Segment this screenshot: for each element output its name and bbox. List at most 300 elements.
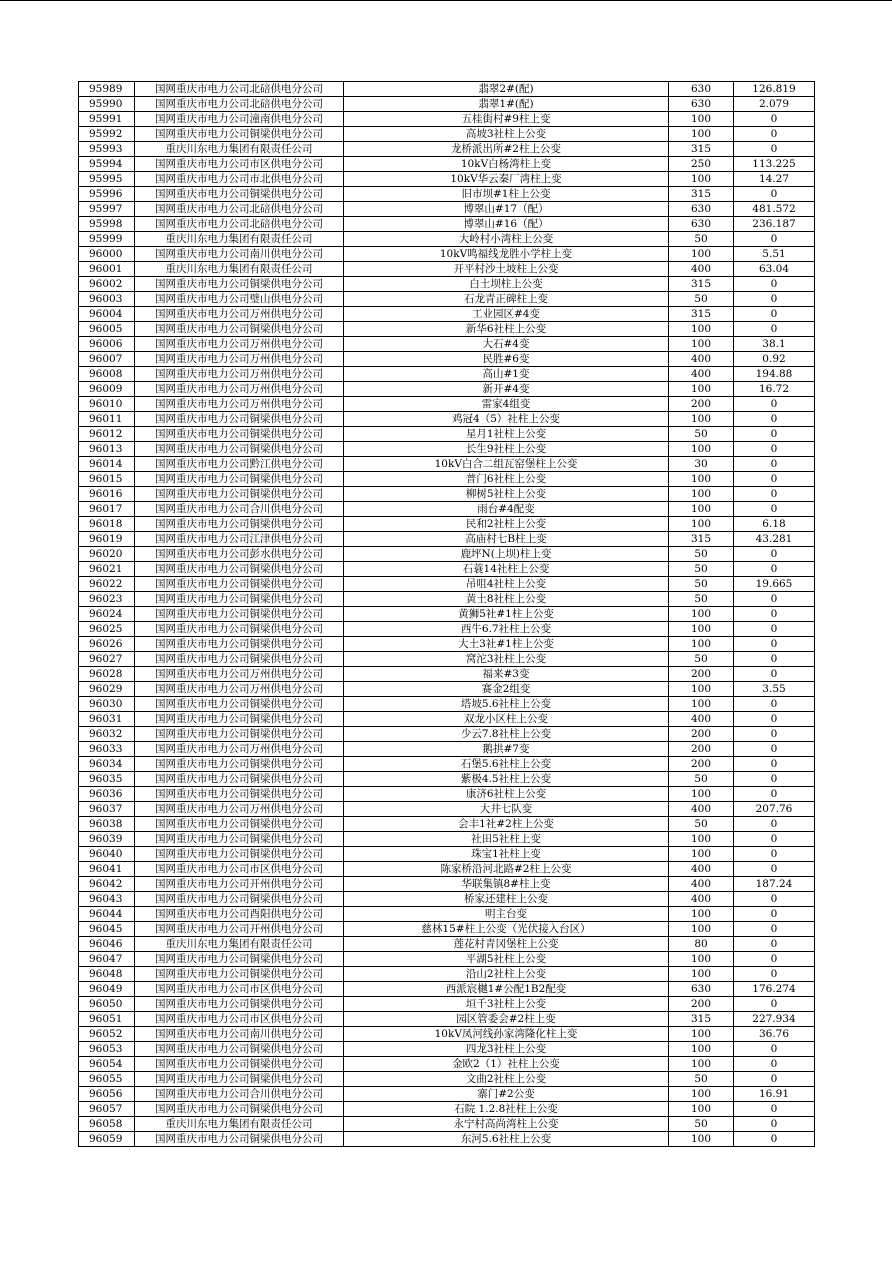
cell-company: 国网重庆市电力公司市北供电分公司 <box>135 172 344 187</box>
table-row <box>79 832 815 847</box>
cell-capacity: 100 <box>669 412 734 427</box>
cell-capacity: 400 <box>669 862 734 877</box>
cell-company: 重庆川东电力集团有限责任公司 <box>135 1117 344 1132</box>
cell-id: 96045 <box>79 922 135 937</box>
cell-company: 国网重庆市电力公司铜梁供电分公司 <box>135 487 344 502</box>
cell-transformer: 石蓑14社柱上公变 <box>344 562 669 577</box>
cell-value: 0 <box>734 637 815 652</box>
cell-value: 481.572 <box>734 202 815 217</box>
cell-value: 0 <box>734 442 815 457</box>
cell-id: 95993 <box>79 142 135 157</box>
cell-transformer: 石堡5.6社柱上公变 <box>344 757 669 772</box>
cell-company: 国网重庆市电力公司南川供电分公司 <box>135 1027 344 1042</box>
cell-value: 0 <box>734 427 815 442</box>
cell-value: 194.88 <box>734 367 815 382</box>
cell-company: 国网重庆市电力公司铜梁供电分公司 <box>135 517 344 532</box>
cell-value: 0 <box>734 652 815 667</box>
cell-transformer: 柳树5社柱上公变 <box>344 487 669 502</box>
cell-transformer: 石龙青正碑柱上变 <box>344 292 669 307</box>
cell-id: 96005 <box>79 322 135 337</box>
table-row <box>79 352 815 367</box>
cell-capacity: 200 <box>669 757 734 772</box>
cell-value: 36.76 <box>734 1027 815 1042</box>
cell-transformer: 高坡3社柱上公变 <box>344 127 669 142</box>
cell-id: 96052 <box>79 1027 135 1042</box>
cell-value: 0 <box>734 892 815 907</box>
cell-id: 96011 <box>79 412 135 427</box>
cell-id: 96030 <box>79 697 135 712</box>
cell-company: 国网重庆市电力公司铜梁供电分公司 <box>135 952 344 967</box>
cell-id: 95990 <box>79 97 135 112</box>
table-row <box>79 382 815 397</box>
cell-capacity: 100 <box>669 832 734 847</box>
cell-company: 国网重庆市电力公司酉阳供电分公司 <box>135 907 344 922</box>
cell-id: 95999 <box>79 232 135 247</box>
cell-value: 0 <box>734 472 815 487</box>
cell-transformer: 高山#1变 <box>344 367 669 382</box>
cell-company: 重庆川东电力集团有限责任公司 <box>135 262 344 277</box>
cell-id: 95998 <box>79 217 135 232</box>
cell-transformer: 垣千3社柱上公变 <box>344 997 669 1012</box>
cell-value: 0 <box>734 1102 815 1117</box>
cell-id: 96044 <box>79 907 135 922</box>
table-row <box>79 172 815 187</box>
cell-transformer: 龙桥派出所#2柱上公变 <box>344 142 669 157</box>
cell-company: 国网重庆市电力公司铜梁供电分公司 <box>135 997 344 1012</box>
cell-value: 0 <box>734 787 815 802</box>
cell-transformer: 鸡冠4（5）社柱上公变 <box>344 412 669 427</box>
cell-company: 国网重庆市电力公司铜梁供电分公司 <box>135 832 344 847</box>
cell-id: 96019 <box>79 532 135 547</box>
table-row <box>79 1132 815 1147</box>
cell-value: 0 <box>734 562 815 577</box>
table-row <box>79 292 815 307</box>
cell-value: 0 <box>734 187 815 202</box>
cell-value: 0 <box>734 862 815 877</box>
cell-value: 0 <box>734 487 815 502</box>
table-row <box>79 997 815 1012</box>
cell-transformer: 工业园区#4变 <box>344 307 669 322</box>
cell-value: 0 <box>734 112 815 127</box>
cell-capacity: 315 <box>669 1012 734 1027</box>
cell-company: 国网重庆市电力公司铜梁供电分公司 <box>135 712 344 727</box>
cell-value: 0 <box>734 1057 815 1072</box>
cell-id: 96047 <box>79 952 135 967</box>
cell-value: 0 <box>734 967 815 982</box>
cell-transformer: 星月1社柱上公变 <box>344 427 669 442</box>
cell-id: 96017 <box>79 502 135 517</box>
table-row <box>79 322 815 337</box>
cell-company: 国网重庆市电力公司铜梁供电分公司 <box>135 577 344 592</box>
cell-company: 国网重庆市电力公司万州供电分公司 <box>135 742 344 757</box>
table-row <box>79 967 815 982</box>
cell-company: 国网重庆市电力公司江津供电分公司 <box>135 532 344 547</box>
table-row <box>79 952 815 967</box>
cell-transformer: 翡翠1#(配) <box>344 97 669 112</box>
cell-value: 19.665 <box>734 577 815 592</box>
cell-capacity: 80 <box>669 937 734 952</box>
table-row <box>79 787 815 802</box>
cell-id: 96036 <box>79 787 135 802</box>
cell-transformer: 10kV凤河线孙家湾隆化柱上变 <box>344 1027 669 1042</box>
cell-transformer: 博翠山#16（配） <box>344 217 669 232</box>
cell-transformer: 紫极4.5社柱上公变 <box>344 772 669 787</box>
cell-value: 207.76 <box>734 802 815 817</box>
cell-value: 0 <box>734 592 815 607</box>
cell-id: 96027 <box>79 652 135 667</box>
cell-value: 16.91 <box>734 1087 815 1102</box>
cell-capacity: 100 <box>669 337 734 352</box>
cell-capacity: 630 <box>669 202 734 217</box>
table-row <box>79 1072 815 1087</box>
cell-capacity: 100 <box>669 967 734 982</box>
cell-transformer: 陈家桥沿河北路#2柱上公变 <box>344 862 669 877</box>
cell-id: 96041 <box>79 862 135 877</box>
cell-capacity: 100 <box>669 517 734 532</box>
cell-company: 国网重庆市电力公司铜梁供电分公司 <box>135 637 344 652</box>
cell-capacity: 200 <box>669 997 734 1012</box>
cell-id: 96009 <box>79 382 135 397</box>
cell-capacity: 100 <box>669 487 734 502</box>
table-row <box>79 607 815 622</box>
cell-id: 96035 <box>79 772 135 787</box>
cell-value: 187.24 <box>734 877 815 892</box>
cell-id: 96058 <box>79 1117 135 1132</box>
cell-company: 国网重庆市电力公司合川供电分公司 <box>135 1087 344 1102</box>
table-row <box>79 652 815 667</box>
cell-capacity: 250 <box>669 157 734 172</box>
cell-company: 国网重庆市电力公司市区供电分公司 <box>135 982 344 997</box>
cell-capacity: 30 <box>669 457 734 472</box>
cell-transformer: 金欧2（1）社柱上公变 <box>344 1057 669 1072</box>
table-row <box>79 877 815 892</box>
cell-capacity: 50 <box>669 292 734 307</box>
cell-company: 国网重庆市电力公司铜梁供电分公司 <box>135 817 344 832</box>
cell-transformer: 10kV白杨湾柱上变 <box>344 157 669 172</box>
cell-company: 重庆川东电力集团有限责任公司 <box>135 142 344 157</box>
cell-company: 国网重庆市电力公司铜梁供电分公司 <box>135 472 344 487</box>
table-row <box>79 742 815 757</box>
cell-capacity: 100 <box>669 1027 734 1042</box>
cell-transformer: 新华6社柱上公变 <box>344 322 669 337</box>
cell-transformer: 康济6社柱上公变 <box>344 787 669 802</box>
cell-id: 96046 <box>79 937 135 952</box>
cell-company: 国网重庆市电力公司铜梁供电分公司 <box>135 772 344 787</box>
cell-company: 国网重庆市电力公司铜梁供电分公司 <box>135 592 344 607</box>
cell-transformer: 石院 1.2.8社柱上公变 <box>344 1102 669 1117</box>
table-row <box>79 1042 815 1057</box>
table-row <box>79 922 815 937</box>
cell-value: 3.55 <box>734 682 815 697</box>
table-row <box>79 367 815 382</box>
cell-transformer: 旧市坝#1柱上公变 <box>344 187 669 202</box>
table-row <box>79 337 815 352</box>
cell-transformer: 塔坡5.6社柱上公变 <box>344 697 669 712</box>
cell-company: 国网重庆市电力公司万州供电分公司 <box>135 397 344 412</box>
cell-transformer: 高庙村七B柱上变 <box>344 532 669 547</box>
cell-capacity: 50 <box>669 592 734 607</box>
cell-value: 0 <box>734 232 815 247</box>
cell-value: 0 <box>734 142 815 157</box>
cell-transformer: 白土坝柱上公变 <box>344 277 669 292</box>
cell-value: 0 <box>734 832 815 847</box>
cell-capacity: 315 <box>669 187 734 202</box>
cell-capacity: 50 <box>669 652 734 667</box>
cell-id: 96007 <box>79 352 135 367</box>
table-row <box>79 97 815 112</box>
cell-value: 0 <box>734 1072 815 1087</box>
table-row <box>79 472 815 487</box>
cell-capacity: 100 <box>669 847 734 862</box>
cell-transformer: 长生9社柱上公变 <box>344 442 669 457</box>
cell-capacity: 200 <box>669 727 734 742</box>
cell-id: 96025 <box>79 622 135 637</box>
cell-capacity: 100 <box>669 322 734 337</box>
cell-transformer: 少云7.8社柱上公变 <box>344 727 669 742</box>
cell-value: 0.92 <box>734 352 815 367</box>
cell-value: 63.04 <box>734 262 815 277</box>
cell-transformer: 民胜#6变 <box>344 352 669 367</box>
table-row <box>79 682 815 697</box>
cell-value: 38.1 <box>734 337 815 352</box>
cell-company: 国网重庆市电力公司铜梁供电分公司 <box>135 322 344 337</box>
cell-value: 43.281 <box>734 532 815 547</box>
table-row <box>79 712 815 727</box>
cell-transformer: 会丰1社#2柱上公变 <box>344 817 669 832</box>
cell-capacity: 200 <box>669 742 734 757</box>
cell-capacity: 50 <box>669 1072 734 1087</box>
cell-value: 0 <box>734 277 815 292</box>
cell-id: 96053 <box>79 1042 135 1057</box>
cell-transformer: 民和2社柱上公变 <box>344 517 669 532</box>
cell-id: 95989 <box>79 82 135 97</box>
cell-value: 0 <box>734 772 815 787</box>
cell-company: 国网重庆市电力公司铜梁供电分公司 <box>135 187 344 202</box>
cell-company: 国网重庆市电力公司铜梁供电分公司 <box>135 1057 344 1072</box>
cell-company: 国网重庆市电力公司铜梁供电分公司 <box>135 277 344 292</box>
cell-value: 0 <box>734 847 815 862</box>
cell-capacity: 100 <box>669 472 734 487</box>
cell-capacity: 400 <box>669 712 734 727</box>
cell-id: 96022 <box>79 577 135 592</box>
cell-company: 国网重庆市电力公司铜梁供电分公司 <box>135 1072 344 1087</box>
table-row <box>79 262 815 277</box>
cell-value: 0 <box>734 502 815 517</box>
cell-capacity: 630 <box>669 217 734 232</box>
table-row <box>79 487 815 502</box>
table-row <box>79 562 815 577</box>
cell-transformer: 西派宸樾1#公配1B2配变 <box>344 982 669 997</box>
table-row <box>79 1102 815 1117</box>
cell-id: 95996 <box>79 187 135 202</box>
cell-capacity: 200 <box>669 397 734 412</box>
cell-company: 国网重庆市电力公司市区供电分公司 <box>135 862 344 877</box>
cell-id: 96014 <box>79 457 135 472</box>
cell-value: 0 <box>734 292 815 307</box>
table-row <box>79 697 815 712</box>
cell-value: 113.225 <box>734 157 815 172</box>
cell-company: 国网重庆市电力公司铜梁供电分公司 <box>135 622 344 637</box>
cell-id: 96039 <box>79 832 135 847</box>
cell-capacity: 50 <box>669 1117 734 1132</box>
cell-id: 96049 <box>79 982 135 997</box>
cell-value: 0 <box>734 907 815 922</box>
cell-transformer: 四龙3社柱上公变 <box>344 1042 669 1057</box>
cell-value: 236.187 <box>734 217 815 232</box>
cell-company: 国网重庆市电力公司万州供电分公司 <box>135 382 344 397</box>
table-row <box>79 202 815 217</box>
cell-capacity: 630 <box>669 82 734 97</box>
cell-company: 国网重庆市电力公司万州供电分公司 <box>135 307 344 322</box>
cell-transformer: 雷家4组变 <box>344 397 669 412</box>
cell-value: 0 <box>734 457 815 472</box>
cell-company: 国网重庆市电力公司北碚供电分公司 <box>135 217 344 232</box>
table-row <box>79 892 815 907</box>
table-row <box>79 187 815 202</box>
cell-id: 96055 <box>79 1072 135 1087</box>
table-row <box>79 1027 815 1042</box>
cell-capacity: 100 <box>669 382 734 397</box>
cell-transformer: 珠宝1社柱上变 <box>344 847 669 862</box>
cell-transformer: 10kV鸣福线龙胜小学柱上变 <box>344 247 669 262</box>
table-row <box>79 1012 815 1027</box>
cell-company: 国网重庆市电力公司铜梁供电分公司 <box>135 847 344 862</box>
cell-company: 国网重庆市电力公司铜梁供电分公司 <box>135 1042 344 1057</box>
cell-capacity: 100 <box>669 787 734 802</box>
table-row <box>79 802 815 817</box>
cell-transformer: 鹿坪N(上坝)柱上变 <box>344 547 669 562</box>
cell-company: 国网重庆市电力公司万州供电分公司 <box>135 352 344 367</box>
cell-transformer: 博翠山#17（配） <box>344 202 669 217</box>
cell-id: 96059 <box>79 1132 135 1147</box>
cell-value: 0 <box>734 997 815 1012</box>
cell-capacity: 100 <box>669 607 734 622</box>
cell-value: 0 <box>734 322 815 337</box>
cell-value: 0 <box>734 307 815 322</box>
cell-value: 0 <box>734 397 815 412</box>
cell-transformer: 大岭村小湾柱上公变 <box>344 232 669 247</box>
cell-company: 国网重庆市电力公司市区供电分公司 <box>135 157 344 172</box>
cell-id: 96004 <box>79 307 135 322</box>
cell-value: 0 <box>734 1132 815 1147</box>
cell-capacity: 100 <box>669 922 734 937</box>
cell-capacity: 100 <box>669 907 734 922</box>
cell-company: 国网重庆市电力公司北碚供电分公司 <box>135 82 344 97</box>
table-row <box>79 1057 815 1072</box>
cell-value: 0 <box>734 757 815 772</box>
cell-id: 96024 <box>79 607 135 622</box>
cell-company: 国网重庆市电力公司铜梁供电分公司 <box>135 727 344 742</box>
cell-value: 0 <box>734 727 815 742</box>
cell-value: 0 <box>734 937 815 952</box>
table-row <box>79 307 815 322</box>
table-row <box>79 277 815 292</box>
cell-id: 96054 <box>79 1057 135 1072</box>
table-row <box>79 217 815 232</box>
table-row <box>79 247 815 262</box>
cell-id: 96002 <box>79 277 135 292</box>
cell-id: 96034 <box>79 757 135 772</box>
transformer-table <box>78 81 815 1147</box>
cell-transformer: 普门6社柱上公变 <box>344 472 669 487</box>
cell-transformer: 沿山2社柱上公变 <box>344 967 669 982</box>
cell-id: 96057 <box>79 1102 135 1117</box>
cell-company: 国网重庆市电力公司铜梁供电分公司 <box>135 697 344 712</box>
cell-capacity: 50 <box>669 547 734 562</box>
cell-id: 95994 <box>79 157 135 172</box>
cell-capacity: 100 <box>669 127 734 142</box>
cell-value: 0 <box>734 817 815 832</box>
cell-value: 0 <box>734 697 815 712</box>
cell-value: 0 <box>734 622 815 637</box>
cell-company: 国网重庆市电力公司万州供电分公司 <box>135 337 344 352</box>
cell-company: 国网重庆市电力公司彭水供电分公司 <box>135 547 344 562</box>
cell-id: 96000 <box>79 247 135 262</box>
cell-id: 96038 <box>79 817 135 832</box>
cell-capacity: 50 <box>669 427 734 442</box>
cell-capacity: 100 <box>669 1087 734 1102</box>
cell-company: 国网重庆市电力公司璧山供电分公司 <box>135 292 344 307</box>
cell-transformer: 新开#4变 <box>344 382 669 397</box>
cell-transformer: 窝沱3社柱上公变 <box>344 652 669 667</box>
cell-capacity: 630 <box>669 97 734 112</box>
table-row <box>79 592 815 607</box>
cell-id: 96008 <box>79 367 135 382</box>
cell-capacity: 315 <box>669 277 734 292</box>
cell-transformer: 黄狮5社#1柱上公变 <box>344 607 669 622</box>
cell-company: 国网重庆市电力公司铜梁供电分公司 <box>135 967 344 982</box>
cell-transformer: 10kV白合二组瓦窑堡柱上公变 <box>344 457 669 472</box>
cell-company: 国网重庆市电力公司铜梁供电分公司 <box>135 1132 344 1147</box>
cell-company: 国网重庆市电力公司铜梁供电分公司 <box>135 787 344 802</box>
cell-value: 0 <box>734 127 815 142</box>
cell-id: 96050 <box>79 997 135 1012</box>
table-row <box>79 82 815 97</box>
table-row <box>79 112 815 127</box>
cell-id: 96016 <box>79 487 135 502</box>
table-row <box>79 577 815 592</box>
table-row <box>79 232 815 247</box>
cell-company: 国网重庆市电力公司市区供电分公司 <box>135 1012 344 1027</box>
table-row <box>79 757 815 772</box>
cell-id: 96051 <box>79 1012 135 1027</box>
cell-transformer: 大石#4变 <box>344 337 669 352</box>
cell-id: 95995 <box>79 172 135 187</box>
cell-transformer: 永宁村高尚湾柱上公变 <box>344 1117 669 1132</box>
cell-capacity: 100 <box>669 172 734 187</box>
table-row <box>79 1117 815 1132</box>
cell-id: 95997 <box>79 202 135 217</box>
cell-capacity: 100 <box>669 682 734 697</box>
cell-value: 0 <box>734 412 815 427</box>
cell-company: 国网重庆市电力公司铜梁供电分公司 <box>135 427 344 442</box>
cell-transformer: 西牛6.7社柱上公变 <box>344 622 669 637</box>
cell-capacity: 100 <box>669 697 734 712</box>
cell-value: 0 <box>734 922 815 937</box>
table-row <box>79 1087 815 1102</box>
cell-capacity: 400 <box>669 802 734 817</box>
cell-value: 14.27 <box>734 172 815 187</box>
cell-company: 国网重庆市电力公司铜梁供电分公司 <box>135 652 344 667</box>
table-body <box>79 82 815 1147</box>
cell-id: 96037 <box>79 802 135 817</box>
cell-transformer: 鹅拱#7变 <box>344 742 669 757</box>
cell-capacity: 50 <box>669 772 734 787</box>
cell-transformer: 平湖5社柱上公变 <box>344 952 669 967</box>
cell-company: 国网重庆市电力公司潼南供电分公司 <box>135 112 344 127</box>
cell-company: 国网重庆市电力公司北碚供电分公司 <box>135 97 344 112</box>
cell-transformer: 福来#3变 <box>344 667 669 682</box>
